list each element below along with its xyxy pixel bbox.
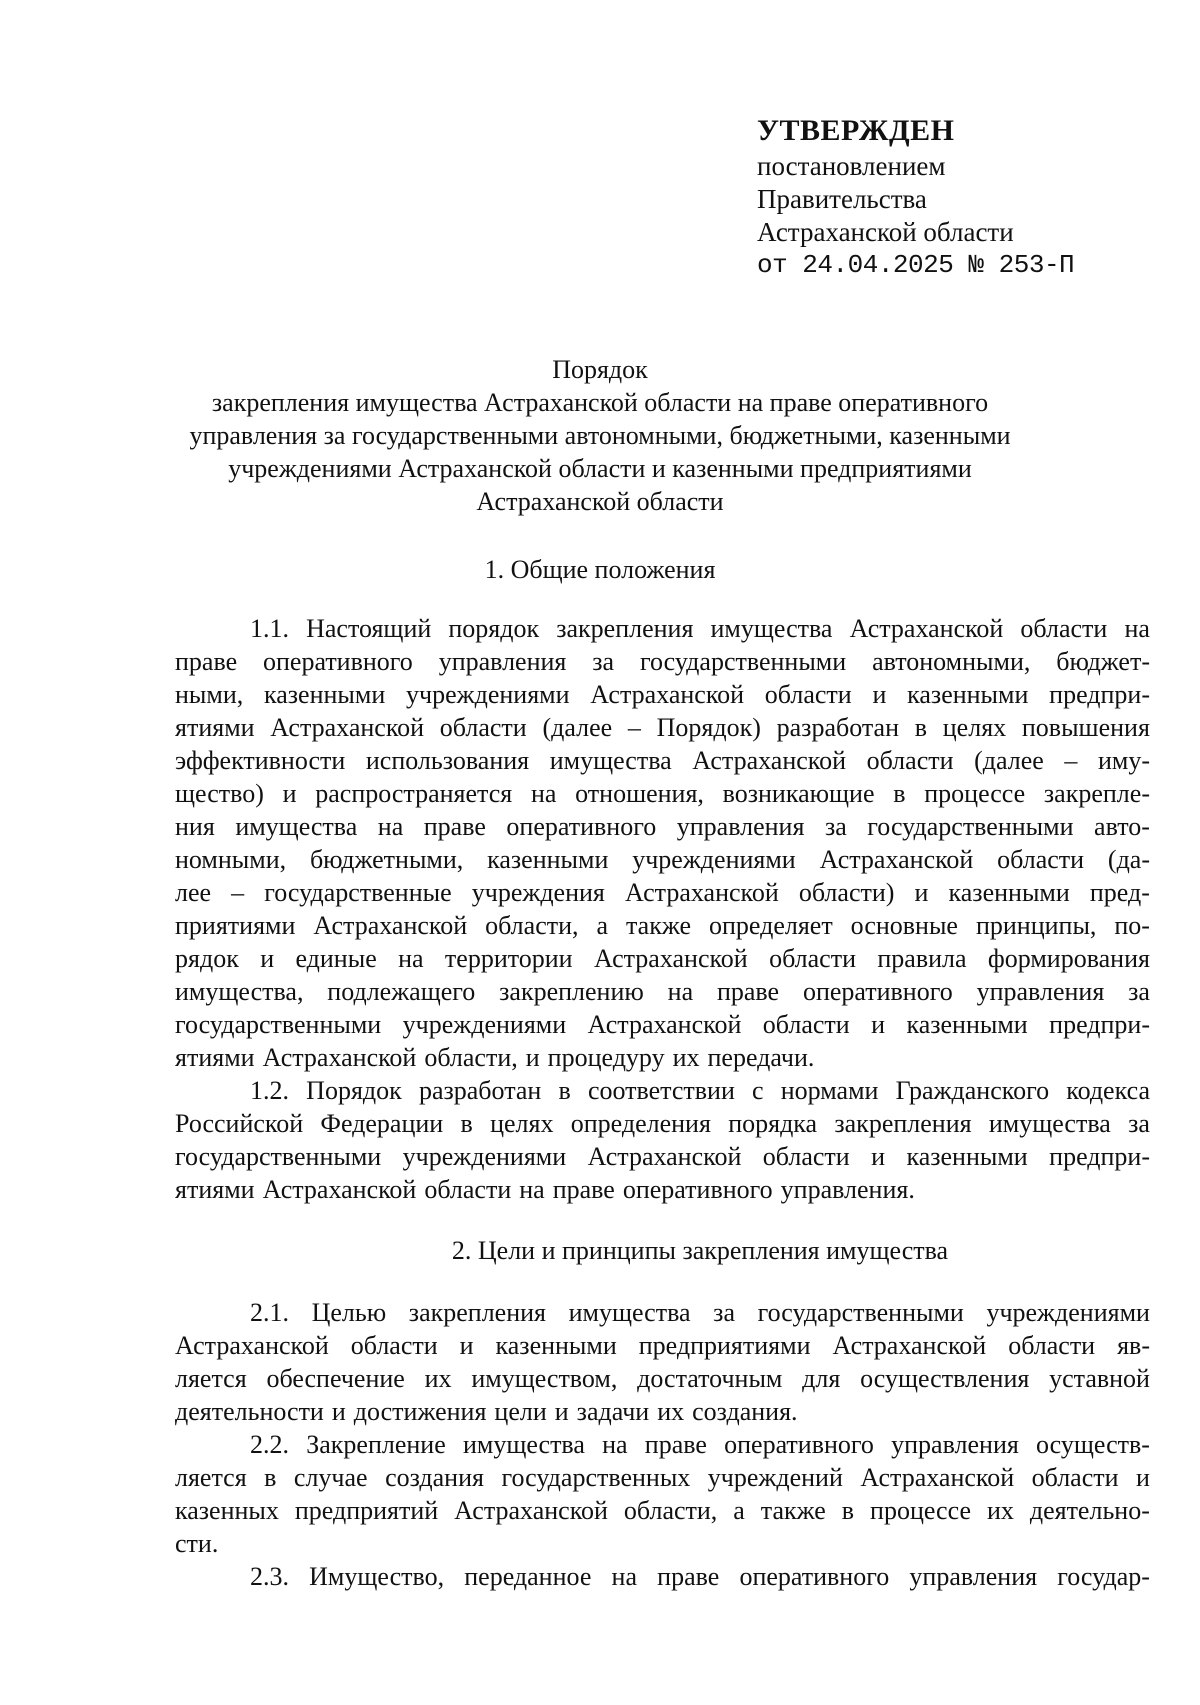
word: для bbox=[802, 1364, 841, 1393]
word: предпри- bbox=[1049, 680, 1150, 709]
word: использования bbox=[365, 746, 530, 775]
paragraph-line bbox=[175, 645, 1150, 678]
word: государственными bbox=[175, 1142, 382, 1171]
word: учреждений bbox=[707, 1463, 843, 1492]
word: Астраханской bbox=[593, 944, 748, 973]
word: закрепления bbox=[556, 614, 694, 643]
word: основные bbox=[850, 911, 958, 940]
word: праве bbox=[644, 1430, 707, 1459]
word: за bbox=[1128, 1109, 1150, 1138]
word: имущества, bbox=[175, 977, 304, 1006]
word: области bbox=[424, 1175, 512, 1204]
word: целях bbox=[490, 1109, 554, 1138]
paragraph-line bbox=[175, 1107, 1150, 1140]
word: в bbox=[460, 1109, 473, 1138]
word: и bbox=[914, 878, 929, 907]
word: оперативного bbox=[506, 812, 657, 841]
word: области bbox=[997, 845, 1085, 874]
word: праве bbox=[657, 1562, 720, 1591]
word: пред- bbox=[1089, 878, 1150, 907]
word: на bbox=[667, 977, 694, 1006]
word: учреждениями bbox=[402, 1010, 567, 1039]
paragraph-line bbox=[175, 975, 1150, 1008]
section-1-heading: 1. Общие положения bbox=[484, 555, 716, 584]
word: Астраханской bbox=[624, 878, 779, 907]
word: деятельно- bbox=[1029, 1496, 1150, 1525]
word: их bbox=[672, 1043, 700, 1072]
word: и bbox=[871, 1142, 886, 1171]
word: переданное bbox=[464, 1562, 592, 1591]
paragraph-line bbox=[175, 876, 1150, 909]
word: Астраханской bbox=[270, 713, 425, 742]
word: имущества bbox=[549, 746, 672, 775]
paragraph-line bbox=[175, 942, 1150, 975]
word: и bbox=[871, 1010, 886, 1039]
word: разработан bbox=[776, 713, 900, 742]
word: в bbox=[558, 1076, 571, 1105]
word: управления bbox=[891, 1430, 1019, 1459]
paragraph-line bbox=[175, 1461, 1150, 1494]
word: в bbox=[264, 1463, 277, 1492]
section-1-paragraph-2 bbox=[175, 1074, 1150, 1206]
word: государственных bbox=[501, 1463, 691, 1492]
word: определения bbox=[570, 1109, 711, 1138]
section-2-paragraph-1 bbox=[175, 1296, 1150, 1428]
word: и bbox=[525, 1043, 540, 1072]
word: их bbox=[424, 1364, 452, 1393]
word: задачи bbox=[576, 1397, 650, 1426]
approval-block bbox=[757, 112, 1117, 282]
word: предпри- bbox=[1049, 1010, 1150, 1039]
word: с bbox=[752, 1076, 764, 1105]
word: на bbox=[1124, 614, 1150, 643]
word: передачи. bbox=[707, 1043, 815, 1072]
title-line: Астраханской области bbox=[476, 487, 724, 516]
word: эффективности bbox=[175, 746, 346, 775]
word: закрепления bbox=[834, 1109, 972, 1138]
approval-date-number: от 24.04.2025 № 253-П bbox=[757, 250, 1075, 280]
word: осуществления bbox=[860, 1364, 1030, 1393]
document-title bbox=[150, 353, 1050, 518]
word: области bbox=[762, 1142, 850, 1171]
paragraph-line bbox=[175, 1296, 1150, 1329]
word: обеспечение bbox=[266, 1364, 405, 1393]
word: казенных bbox=[175, 1496, 279, 1525]
word: закрепле- bbox=[1043, 779, 1150, 808]
word: Астраханской bbox=[587, 1010, 742, 1039]
word: в bbox=[893, 779, 906, 808]
paragraph-line bbox=[175, 744, 1150, 777]
title-line: учреждениями Астраханской области и казенными предприятиями bbox=[228, 454, 972, 483]
word: учреждениями bbox=[986, 1298, 1150, 1327]
paragraph-line bbox=[175, 843, 1150, 876]
word: казенными bbox=[495, 1331, 617, 1360]
word: в bbox=[841, 1496, 855, 1525]
paragraph-line bbox=[175, 1140, 1150, 1173]
word: государственными bbox=[175, 1010, 382, 1039]
approval-line-2: Правительства bbox=[757, 184, 927, 214]
paragraph-line bbox=[175, 1494, 1150, 1527]
word: за bbox=[824, 812, 847, 841]
word: области bbox=[762, 1010, 850, 1039]
word: 1.2. bbox=[250, 1076, 289, 1105]
paragraph-line bbox=[175, 1362, 1150, 1395]
word: бюджетными, bbox=[309, 845, 464, 874]
word: управления bbox=[676, 812, 805, 841]
word: и bbox=[260, 944, 275, 973]
word: имущества bbox=[710, 614, 833, 643]
word: государ- bbox=[1057, 1562, 1150, 1591]
word: области bbox=[769, 944, 856, 973]
word: Имущество, bbox=[309, 1562, 445, 1591]
word: территории bbox=[444, 944, 573, 973]
word: 2.2. bbox=[250, 1430, 289, 1459]
word: бюджет- bbox=[1056, 647, 1150, 676]
word: управления bbox=[909, 1562, 1038, 1591]
word: формирования bbox=[987, 944, 1150, 973]
word: – bbox=[231, 878, 245, 907]
word: на bbox=[530, 779, 557, 808]
word: 2.1. bbox=[250, 1298, 289, 1327]
word: имущества bbox=[235, 812, 358, 841]
word: порядок bbox=[448, 614, 540, 643]
paragraph-line bbox=[175, 1527, 1150, 1560]
word: также bbox=[760, 1496, 826, 1525]
word: области, bbox=[485, 911, 579, 940]
word: и bbox=[554, 1397, 569, 1426]
word: предприятиями bbox=[638, 1331, 811, 1360]
word: Российской bbox=[175, 1109, 304, 1138]
word: Астраханской bbox=[849, 614, 1004, 643]
word: процессе bbox=[924, 779, 1026, 808]
word: цели bbox=[494, 1397, 547, 1426]
word: закреплению bbox=[499, 977, 644, 1006]
word: в bbox=[914, 713, 928, 742]
word: 1.1. bbox=[250, 614, 289, 643]
word: иму- bbox=[1097, 746, 1150, 775]
word: Астраханской bbox=[692, 746, 847, 775]
word: и bbox=[331, 1397, 346, 1426]
word: правила bbox=[877, 944, 967, 973]
word: деятельности bbox=[175, 1397, 324, 1426]
word: Порядок bbox=[306, 1076, 402, 1105]
section-2-heading: 2. Цели и принципы закрепления имущества bbox=[451, 1236, 949, 1265]
word: уставной bbox=[1049, 1364, 1150, 1393]
word: номными, bbox=[175, 845, 287, 874]
word: их bbox=[657, 1397, 685, 1426]
word: сти. bbox=[175, 1529, 219, 1558]
word: Астраханской bbox=[262, 1175, 417, 1204]
word: их bbox=[986, 1496, 1014, 1525]
word: оперативного bbox=[724, 1430, 874, 1459]
word: возникающие bbox=[722, 779, 875, 808]
word: на bbox=[611, 1562, 637, 1591]
title-main: Порядок bbox=[552, 355, 648, 384]
word: на bbox=[519, 1175, 545, 1204]
word: Астраханской bbox=[175, 1331, 329, 1360]
word: 2.3. bbox=[250, 1562, 289, 1591]
word: принципы, bbox=[975, 911, 1097, 940]
word: достижения bbox=[353, 1397, 487, 1426]
word: предприятий bbox=[294, 1496, 439, 1525]
word: области) bbox=[798, 878, 895, 907]
word: учреждениями bbox=[402, 1142, 567, 1171]
word: и bbox=[459, 1331, 474, 1360]
word: управления bbox=[976, 977, 1105, 1006]
word: за bbox=[592, 647, 615, 676]
word: создания. bbox=[692, 1397, 798, 1426]
section-2-paragraph-3 bbox=[175, 1560, 1150, 1593]
word: по- bbox=[1114, 911, 1150, 940]
word: процедуру bbox=[547, 1043, 665, 1072]
word: государственными bbox=[639, 647, 847, 676]
word: праве bbox=[423, 812, 486, 841]
word: приятиями bbox=[175, 911, 296, 940]
paragraph-line bbox=[175, 1041, 1150, 1074]
word: Федерации bbox=[320, 1109, 444, 1138]
word: (да- bbox=[1107, 845, 1150, 874]
paragraph-line bbox=[175, 1560, 1150, 1593]
paragraph-line bbox=[175, 1395, 1150, 1428]
word: кодекса bbox=[1066, 1076, 1150, 1105]
word: учреждения bbox=[471, 878, 605, 907]
word: и bbox=[1136, 1463, 1150, 1492]
word: оперативного bbox=[802, 977, 953, 1006]
word: управления bbox=[438, 647, 567, 676]
word: и bbox=[282, 779, 297, 808]
word: Настоящий bbox=[306, 614, 432, 643]
word: за bbox=[713, 1298, 735, 1327]
word: Гражданского bbox=[895, 1076, 1050, 1105]
word: Астраханской bbox=[860, 1463, 1015, 1492]
word: казенными bbox=[948, 878, 1070, 907]
word: ятиями bbox=[175, 713, 255, 742]
paragraph-line bbox=[175, 1329, 1150, 1362]
word: на bbox=[398, 944, 424, 973]
word: государственные bbox=[264, 878, 452, 907]
word: имущества bbox=[988, 1109, 1111, 1138]
word: области bbox=[1008, 1331, 1096, 1360]
section-1-paragraph-1 bbox=[175, 612, 1150, 1074]
word: ния bbox=[175, 812, 215, 841]
paragraph-line bbox=[175, 1074, 1150, 1107]
approval-heading: УТВЕРЖДЕН bbox=[757, 114, 955, 147]
word: ятиями bbox=[175, 1175, 255, 1204]
word: авто- bbox=[1094, 812, 1150, 841]
word: Астраханской bbox=[587, 1142, 742, 1171]
word: оперативного bbox=[622, 1175, 773, 1204]
word: разработан bbox=[418, 1076, 542, 1105]
word: государственными bbox=[867, 812, 1074, 841]
word: области bbox=[350, 1331, 438, 1360]
word: Закрепление bbox=[306, 1430, 446, 1459]
word: Астраханской bbox=[454, 1496, 608, 1525]
word: праве bbox=[175, 647, 238, 676]
word: процессе bbox=[870, 1496, 971, 1525]
paragraph-line bbox=[175, 909, 1150, 942]
title-line: закрепления имущества Астраханской области на праве оперативного bbox=[211, 388, 989, 417]
word: Целью bbox=[311, 1298, 387, 1327]
word: учреждениями bbox=[632, 845, 796, 874]
word: казенными bbox=[906, 1142, 1028, 1171]
word: щество) bbox=[175, 779, 264, 808]
word: отношения, bbox=[575, 779, 704, 808]
word: Порядок) bbox=[656, 713, 761, 742]
word: порядка bbox=[728, 1109, 818, 1138]
word: области bbox=[866, 746, 954, 775]
word: области, bbox=[424, 1043, 518, 1072]
word: и bbox=[872, 680, 887, 709]
word: Астраханской bbox=[313, 911, 468, 940]
word: а bbox=[596, 911, 609, 940]
word: оперативного bbox=[739, 1562, 890, 1591]
word: оперативного bbox=[263, 647, 413, 676]
title-line: управления за государственными автономными, бюджетными, казенными bbox=[189, 421, 1011, 450]
word: Астраханской bbox=[262, 1043, 417, 1072]
paragraph-line bbox=[175, 1008, 1150, 1041]
word: области bbox=[764, 680, 852, 709]
paragraph-line bbox=[175, 777, 1150, 810]
paragraph-line bbox=[175, 1428, 1150, 1461]
word: повышения bbox=[1021, 713, 1150, 742]
word: области, bbox=[623, 1496, 718, 1525]
word: управления. bbox=[780, 1175, 915, 1204]
word: казенными bbox=[264, 680, 386, 709]
word: области bbox=[1020, 614, 1108, 643]
word: за bbox=[1128, 977, 1150, 1006]
word: (далее bbox=[974, 746, 1044, 775]
word: области bbox=[439, 713, 527, 742]
word: подлежащего bbox=[327, 977, 476, 1006]
word: Астраханской bbox=[832, 1331, 987, 1360]
word: – bbox=[627, 713, 641, 742]
word: а bbox=[733, 1496, 745, 1525]
word: учреждениями bbox=[406, 680, 570, 709]
word: области bbox=[1031, 1463, 1119, 1492]
word: имуществом, bbox=[471, 1364, 618, 1393]
word: на bbox=[602, 1430, 628, 1459]
word: предпри- bbox=[1049, 1142, 1150, 1171]
word: случае bbox=[293, 1463, 368, 1492]
word: определяет bbox=[708, 911, 833, 940]
word: – bbox=[1064, 746, 1078, 775]
word: Астраханской bbox=[590, 680, 745, 709]
word: единые bbox=[295, 944, 377, 973]
word: рядок bbox=[175, 944, 239, 973]
word: имущества bbox=[568, 1298, 691, 1327]
word: государственными bbox=[757, 1298, 964, 1327]
word: соответствии bbox=[587, 1076, 735, 1105]
word: казенными bbox=[907, 680, 1029, 709]
word: осуществ- bbox=[1036, 1430, 1150, 1459]
word: на bbox=[377, 812, 404, 841]
section-2-paragraph-2 bbox=[175, 1428, 1150, 1560]
word: казенными bbox=[487, 845, 609, 874]
word: нормами bbox=[780, 1076, 879, 1105]
word: яв- bbox=[1117, 1331, 1150, 1360]
approval-line-3: Астраханской области bbox=[757, 217, 1014, 247]
paragraph-line bbox=[175, 1173, 1150, 1206]
word: ляется bbox=[175, 1364, 247, 1393]
word: также bbox=[626, 911, 692, 940]
word: ляется bbox=[175, 1463, 247, 1492]
paragraph-line bbox=[175, 612, 1150, 645]
word: создания bbox=[385, 1463, 484, 1492]
word: праве bbox=[552, 1175, 615, 1204]
word: ятиями bbox=[175, 1043, 255, 1072]
paragraph-line bbox=[175, 711, 1150, 744]
word: автономными, bbox=[872, 647, 1031, 676]
word: казенными bbox=[906, 1010, 1028, 1039]
paragraph-line bbox=[175, 678, 1150, 711]
word: ными, bbox=[175, 680, 244, 709]
approval-line-1: постановлением bbox=[757, 151, 946, 181]
word: Астраханской bbox=[819, 845, 974, 874]
word: целях bbox=[942, 713, 1007, 742]
word: имущества bbox=[462, 1430, 585, 1459]
word: закрепления bbox=[408, 1298, 546, 1327]
word: праве bbox=[716, 977, 780, 1006]
word: достаточным bbox=[637, 1364, 783, 1393]
paragraph-line bbox=[175, 810, 1150, 843]
word: распространяется bbox=[315, 779, 513, 808]
word: лее bbox=[175, 878, 212, 907]
word: (далее bbox=[542, 713, 613, 742]
